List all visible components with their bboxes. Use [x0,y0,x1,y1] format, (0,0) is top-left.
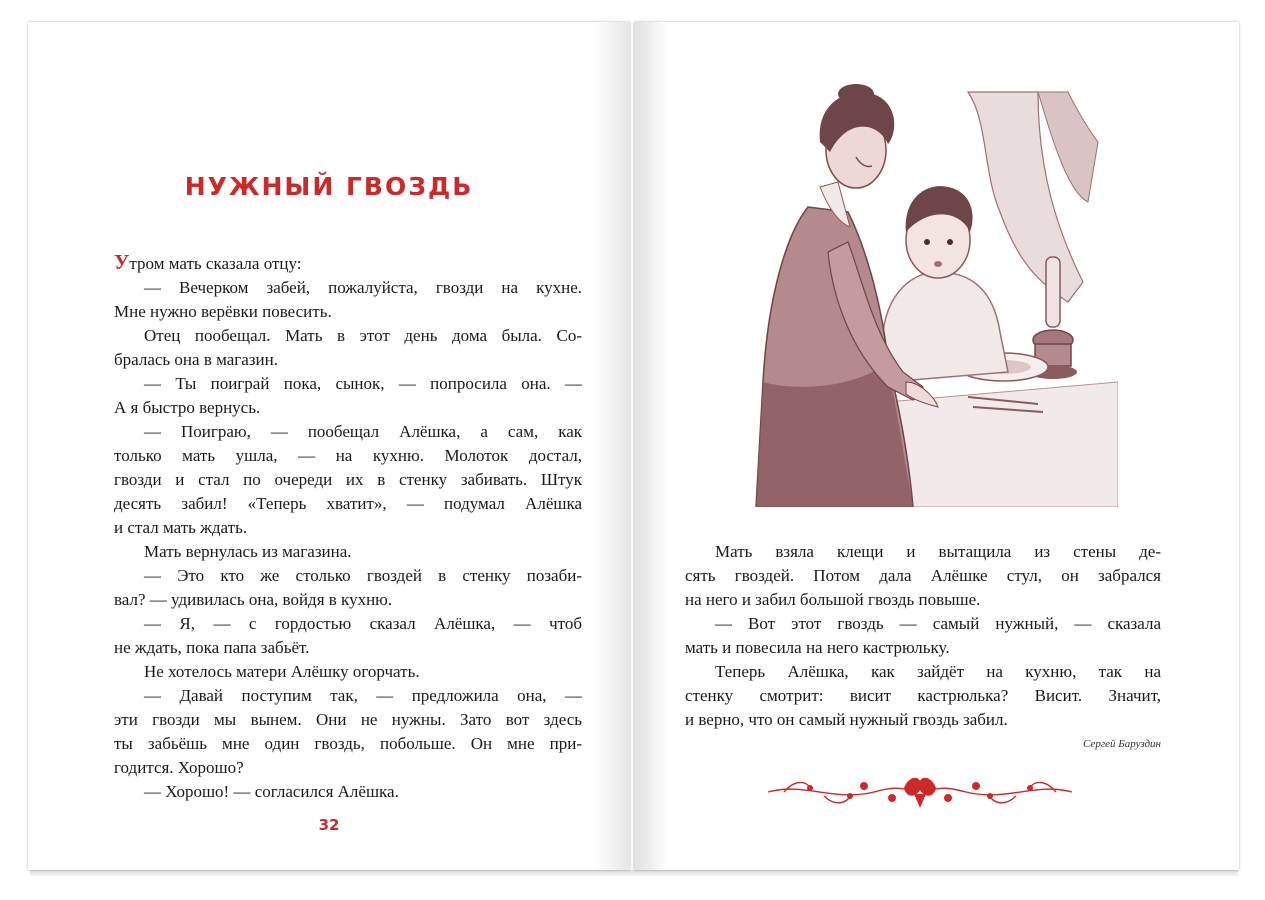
spine-shadow [594,22,630,870]
text-line: — Это кто же столько гвоздей в стенку позаби- [144,566,582,585]
text-line: — Ты поиграй пока, сынок, — попросила она. — [144,374,582,393]
floral-ornament-icon [764,768,1076,814]
text-line: и стал мать ждать. [114,518,248,537]
text-line: Мне нужно верёвки повесить. [114,302,332,321]
text-line: — Я, — с гордостью сказал Алёшка, — чтоб [144,614,582,633]
text-line: Не хотелось матери Алёшку огорчать. [144,662,420,681]
story-title: НУЖНЫЙ ГВОЗДЬ [184,172,474,201]
text-line: на него и забил большой гвоздь повыше. [685,590,981,609]
text-line: бралась она в магазин. [114,350,278,369]
text-line: — Давай поступим так, — предложила она, — [144,686,582,705]
author-name: Сергей Баруздин [1083,738,1161,750]
text-line: мать и повесила на него кастрюльку. [685,638,950,657]
drop-cap: У [114,250,130,274]
text-line: вал? — удивилась она, войдя в кухню. [114,590,393,609]
right-page-text [685,540,1161,732]
text-line: сять гвоздей. Потом дала Алёшке стул, он забрался [685,566,1161,585]
open-book [24,22,1242,874]
left-page [28,22,630,870]
text-line: ты забьёшь мне один гвоздь, побольше. Он мне при- [114,734,582,753]
spine-shadow [634,22,668,870]
text-line: только мать ушла, — на кухню. Молоток достал, [114,446,582,465]
text-line: не ждать, пока папа забьёт. [114,638,310,657]
page-edges [30,870,1238,876]
text-line: Отец пообещал. Мать в этот день дома была. Со- [144,326,582,345]
text-line: эти гвозди мы вынем. Они не нужны. Зато вот здесь [114,710,582,729]
text-line [114,250,582,276]
illustration-mother-and-boy [738,82,1118,507]
text-line-rest: тром мать сказала отцу: [129,254,302,273]
text-line: — Вечерком забей, пожалуйста, гвозди на кухне. [144,278,582,297]
left-page-text [114,250,582,804]
text-line: и верно, что он самый нужный гвоздь забил. [685,710,1008,729]
text-line: гвозди и стал по очереди их в стенку забивать. Штук [114,470,582,489]
text-line: десять забил! «Теперь хватит», — подумал Алёшка [114,494,582,513]
text-line: стенку смотрит: висит кастрюлька? Висит. Значит, [685,686,1161,705]
text-line: Мать взяла клещи и вытащила из стены де- [715,542,1161,561]
text-line: — Поиграю, — пообещал Алёшка, а сам, как [144,422,582,441]
text-line: — Хорошо! — согласился Алёшка. [144,782,399,801]
text-line: Теперь Алёшка, как зайдёт на кухню, так на [715,662,1161,681]
text-line: Мать вернулась из магазина. [144,542,352,561]
page-number: 32 [318,816,340,834]
text-line: А я быстро вернусь. [114,398,261,417]
text-line: годится. Хорошо? [114,758,244,777]
right-page [634,22,1239,870]
text-line: — Вот этот гвоздь — самый нужный, — сказала [715,614,1161,633]
